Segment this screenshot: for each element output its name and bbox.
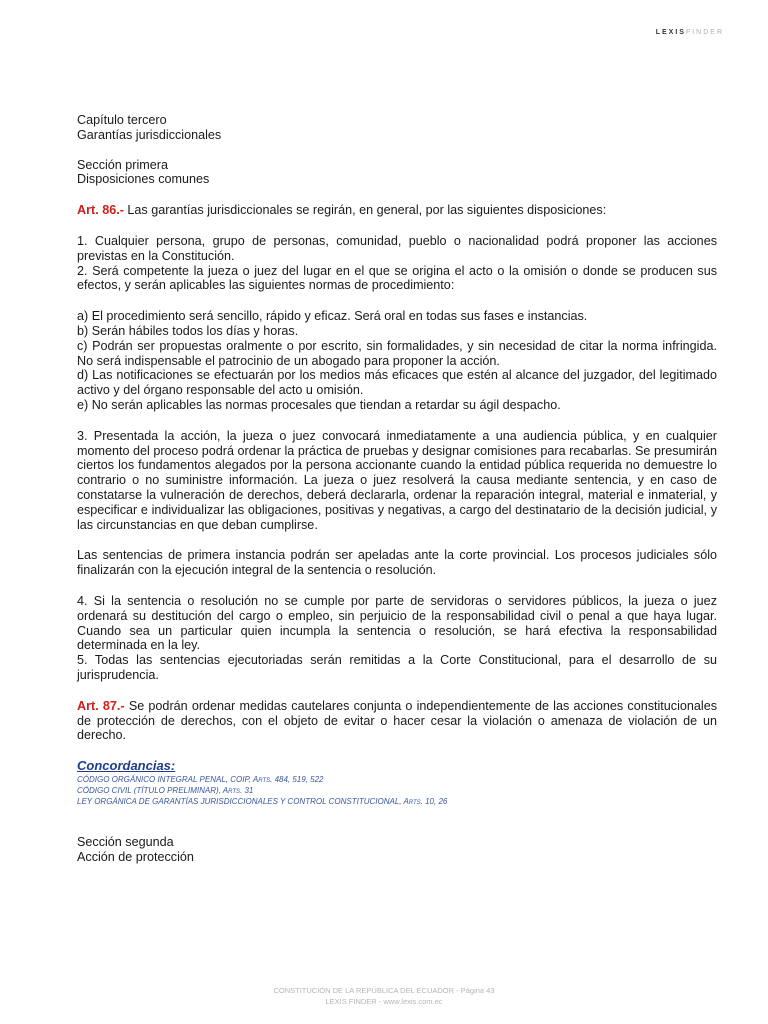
brand-lexis: LEXIS <box>655 29 686 36</box>
section-2-title: Acción de protección <box>77 849 194 864</box>
article-86-item-a: a) El procedimiento será sencillo, rápido y eficaz. Será oral en todas sus fases e instancias. <box>77 309 588 324</box>
concordancias-title: Concordancias: <box>77 758 176 774</box>
page-footer <box>0 985 768 1007</box>
article-86-item-c: c) Podrán ser propuestas oralmente o por escrito, sin formalidades, y sin necesidad de citar la norma infringida. No será indispensable el patrocinio de un abogado para proponer la acción. <box>77 338 717 368</box>
concordancia-link[interactable]: CÓDIGO CIVIL (TÍTULO PRELIMINAR), Arts. 31 <box>77 785 254 795</box>
article-86-item-2: 2. Será competente la jueza o juez del lugar en el que se origina el acto o la omisión o donde se producen sus efectos, y serán aplicables las siguientes normas de procedimiento: <box>77 263 717 293</box>
document-body <box>77 113 717 864</box>
article-86-item-4: 4. Si la sentencia o resolución no se cumple por parte de servidoras o servidores públicos, la jueza o juez ordenará su destitución del cargo o empleo, sin perjuicio de la responsabilidad civil o penal a que haya lugar. Cuando sea un particular quien incumpla la sentencia o resolución, se hará efectiva la responsabilidad determinada en la ley. <box>77 593 717 653</box>
article-87: Art. 87.- Se podrán ordenar medidas cautelares conjunta o independientemente de las acciones constitucionales de protección de derechos, con el objeto de evitar o hacer cesar la violación o amenaza de violación de un derecho. <box>77 698 717 743</box>
brand-logo <box>656 29 724 36</box>
article-86-appeal: Las sentencias de primera instancia podrán ser apeladas ante la corte provincial. Los procesos judiciales sólo finalizarán con la ejecución integral de la sentencia o resolución. <box>77 548 717 578</box>
article-86-item-1: 1. Cualquier persona, grupo de personas, comunidad, pueblo o nacionalidad podrá proponer las acciones previstas en la Constitución. <box>77 233 717 263</box>
article-86-item-b: b) Serán hábiles todos los días y horas. <box>77 323 299 338</box>
section-number: Sección primera <box>77 157 168 172</box>
article-86-item-5: 5. Todas las sentencias ejecutoriadas serán remitidas a la Corte Constitucional, para el desarrollo de su jurisprudencia. <box>77 653 717 682</box>
footer-site: LEXIS FINDER - www.lexis.com.ec <box>325 997 443 1006</box>
article-86-label: Art. 86.- <box>77 203 124 218</box>
chapter-number: Capítulo tercero <box>77 113 167 127</box>
section-title: Disposiciones comunes <box>77 172 210 187</box>
article-86-intro: Art. 86.- Las garantías jurisdiccionales se regirán, en general, por las siguientes disposiciones: <box>77 203 607 218</box>
article-86-item-e: e) No serán aplicables las normas procesales que tiendan a retardar su ágil despacho. <box>77 397 561 412</box>
article-86-item-3: 3. Presentada la acción, la jueza o juez convocará inmediatamente a una audiencia pública, y en cualquier momento del proceso podrá ordenar la práctica de pruebas y designar comisiones para recabarlas. Se presumirán ciertos los fundamentos alegados por la persona accionante cuando la entidad pública requerida no demuestre lo contrario o no suministre información. La jueza o juez resolverá la causa mediante sentencia, y en caso de constatarse la vulneración de derechos, deberá declararla, ordenar la reparación integral, material e inmaterial, y especificar e individualizar las obligaciones, positivas y negativas, a cargo del destinatario de la decisión judicial, y las circunstancias en que deban cumplirse. <box>77 428 717 532</box>
article-86-item-d: d) Las notificaciones se efectuarán por los medios más eficaces que estén al alcance del juzgador, del legitimado activo y del órgano responsable del acto u omisión. <box>77 368 717 398</box>
chapter-title: Garantías jurisdiccionales <box>77 127 222 142</box>
concordancia-link[interactable]: CÓDIGO ORGÁNICO INTEGRAL PENAL, COIP, Arts. 484, 519, 522 <box>77 774 324 784</box>
section-2-number: Sección segunda <box>77 834 174 849</box>
brand-finder: FINDER <box>685 29 724 36</box>
footer-title: CONSTITUCIÓN DE LA REPÚBLICA DEL ECUADOR - Página 43 <box>273 986 495 995</box>
concordancia-link[interactable]: LEY ORGÁNICA DE GARANTÍAS JURISDICCIONALES Y CONTROL CONSTITUCIONAL, Arts. 10, 26 <box>77 796 448 806</box>
article-87-label: Art. 87.- <box>77 698 125 713</box>
